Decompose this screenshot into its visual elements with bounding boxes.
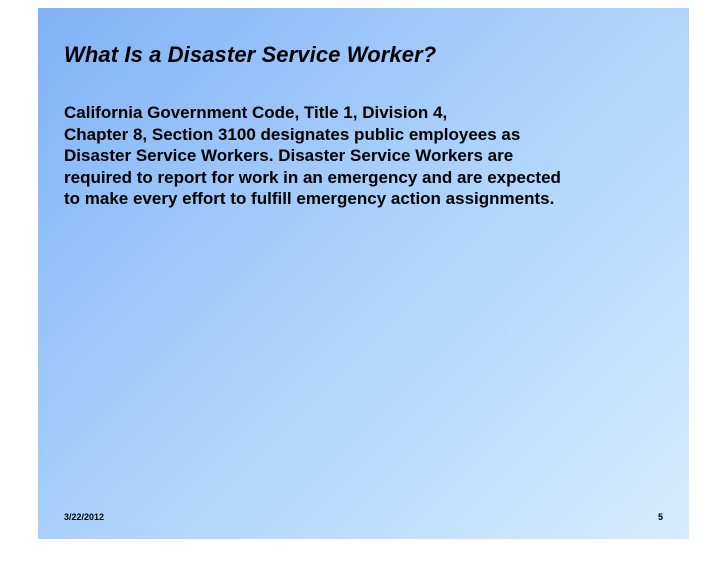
- slide-body: [64, 102, 684, 210]
- page-number: 5: [657, 512, 663, 522]
- slide: [38, 8, 689, 539]
- body-line: California Government Code, Title 1, Division 4,: [64, 103, 448, 122]
- body-line: required to report for work in an emergency and are expected: [64, 167, 561, 187]
- slide-title: What Is a Disaster Service Worker?: [64, 42, 437, 67]
- footer-date: 3/22/2012: [64, 512, 105, 522]
- body-line: to make every effort to fulfill emergency action assignments.: [64, 189, 555, 208]
- body-line: Chapter 8, Section 3100 designates public employees as: [64, 124, 521, 144]
- body-line: Disaster Service Workers. Disaster Service Workers are: [64, 146, 514, 165]
